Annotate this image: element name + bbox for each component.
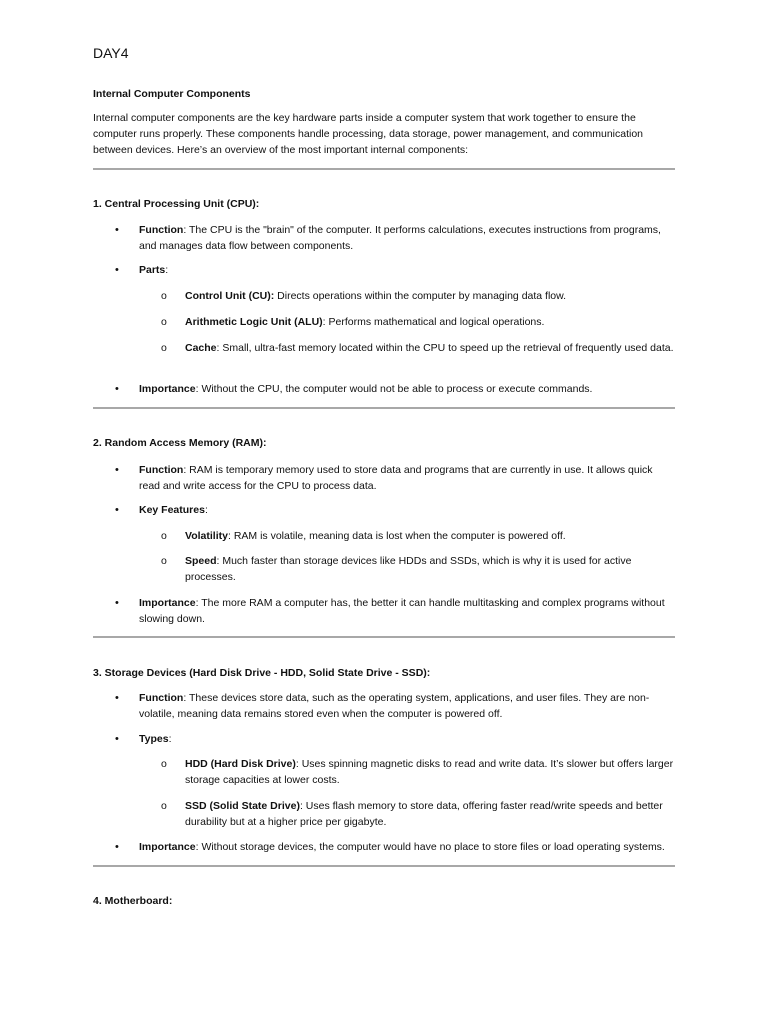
bullet-label: Importance <box>139 383 196 395</box>
sub-bullet-cache <box>161 340 675 356</box>
sub-bullet-control-unit <box>161 288 675 304</box>
bullet-text: : The CPU is the "brain" of the computer. It performs calculations, executes instructions from programs, and manages data flow between components. <box>139 224 661 252</box>
sub-bullet-marker: o <box>161 800 167 812</box>
horizontal-rule <box>93 168 675 170</box>
bullet-label: Function <box>139 464 184 476</box>
bullet-text: : The more RAM a computer has, the better it can handle multitasking and complex programs without slowing down. <box>139 597 665 625</box>
sub-bullet-label: HDD (Hard Disk Drive) <box>185 758 296 770</box>
bullet-storage-types <box>139 731 675 747</box>
sub-bullet-label: Control Unit (CU): <box>185 290 275 302</box>
bullet-text: : RAM is temporary memory used to store data and programs that are currently in use. It allows quick read and write access for the CPU to process data. <box>139 464 653 492</box>
bullet-cpu-importance <box>139 381 675 397</box>
sub-bullet-speed <box>161 553 675 585</box>
sub-bullet-text: Directs operations within the computer by managing data flow. <box>274 290 567 302</box>
sub-bullet-label: SSD (Solid State Drive) <box>185 800 300 812</box>
bullet-text: : <box>165 264 169 276</box>
sub-bullet-volatility <box>161 528 675 544</box>
sub-bullet-text: : Performs mathematical and logical operations. <box>322 316 545 328</box>
section-heading-ram: 2. Random Access Memory (RAM): <box>93 437 267 449</box>
sub-bullet-text: : Uses flash memory to store data, offering faster read/write speeds and better durability but at a higher price per gigabyte. <box>185 800 663 828</box>
sub-bullet-marker: o <box>161 555 167 567</box>
sub-bullet-marker: o <box>161 758 167 770</box>
bullet-text: : Without storage devices, the computer would have no place to store files or load operating systems. <box>195 841 665 853</box>
sub-bullet-text: : Uses spinning magnetic disks to read and write data. It’s slower but offers larger storage capacities at lower costs. <box>185 758 674 786</box>
sub-bullet-label: Volatility <box>185 530 228 542</box>
bullet-text: : These devices store data, such as the operating system, applications, and user files. They are non-volatile, meaning data remains stored even when the computer is powered off. <box>139 692 650 720</box>
intro-paragraph: Internal computer components are the key hardware parts inside a computer system that work together to ensure the computer runs properly. These components handle processing, data storage, power management, and communication between devices. Here’s an overview of the most important internal components: <box>93 112 644 156</box>
bullet-cpu-function <box>139 222 675 254</box>
bullet-text: : <box>204 504 208 516</box>
section-heading-storage: 3. Storage Devices (Hard Disk Drive - HDD, Solid State Drive - SSD): <box>93 667 431 679</box>
day-label: DAY4 <box>93 45 129 61</box>
bullet-cpu-parts <box>139 262 675 278</box>
horizontal-rule <box>93 865 675 867</box>
horizontal-rule <box>93 407 675 409</box>
bullet-text: : Without the CPU, the computer would not be able to process or execute commands. <box>195 383 593 395</box>
sub-bullet-label: Speed <box>185 555 217 567</box>
sub-bullet-alu <box>161 314 675 330</box>
sub-bullet-text: : Much faster than storage devices like HDDs and SSDs, which is why it is used for active processes. <box>185 555 632 583</box>
sub-bullet-marker: o <box>161 290 167 302</box>
section-heading-cpu: 1. Central Processing Unit (CPU): <box>93 198 260 210</box>
sub-bullet-marker: o <box>161 342 167 354</box>
bullet-label: Function <box>139 692 184 704</box>
bullet-label: Key Features <box>139 504 205 516</box>
sub-bullet-label: Cache <box>185 342 217 354</box>
bullet-label: Importance <box>139 841 196 853</box>
sub-bullet-text: : RAM is volatile, meaning data is lost when the computer is powered off. <box>227 530 566 542</box>
sub-bullet-text: : Small, ultra-fast memory located within the CPU to speed up the retrieval of frequently used data. <box>216 342 674 354</box>
sub-bullet-marker: o <box>161 530 167 542</box>
horizontal-rule <box>93 636 675 638</box>
section-heading-motherboard: 4. Motherboard: <box>93 895 173 907</box>
bullet-text: : <box>168 733 172 745</box>
sub-bullet-label: Arithmetic Logic Unit (ALU) <box>185 316 323 328</box>
sub-bullet-ssd <box>161 798 675 830</box>
bullet-label: Importance <box>139 597 196 609</box>
bullet-ram-features <box>139 502 675 518</box>
bullet-storage-function <box>139 690 675 722</box>
bullet-label: Function <box>139 224 184 236</box>
sub-bullet-marker: o <box>161 316 167 328</box>
bullet-label: Types <box>139 733 169 745</box>
sub-bullet-hdd <box>161 756 675 788</box>
document-title: Internal Computer Components <box>93 88 251 100</box>
bullet-ram-function <box>139 462 675 494</box>
bullet-ram-importance <box>139 595 675 627</box>
bullet-storage-importance <box>139 839 675 855</box>
bullet-label: Parts <box>139 264 166 276</box>
